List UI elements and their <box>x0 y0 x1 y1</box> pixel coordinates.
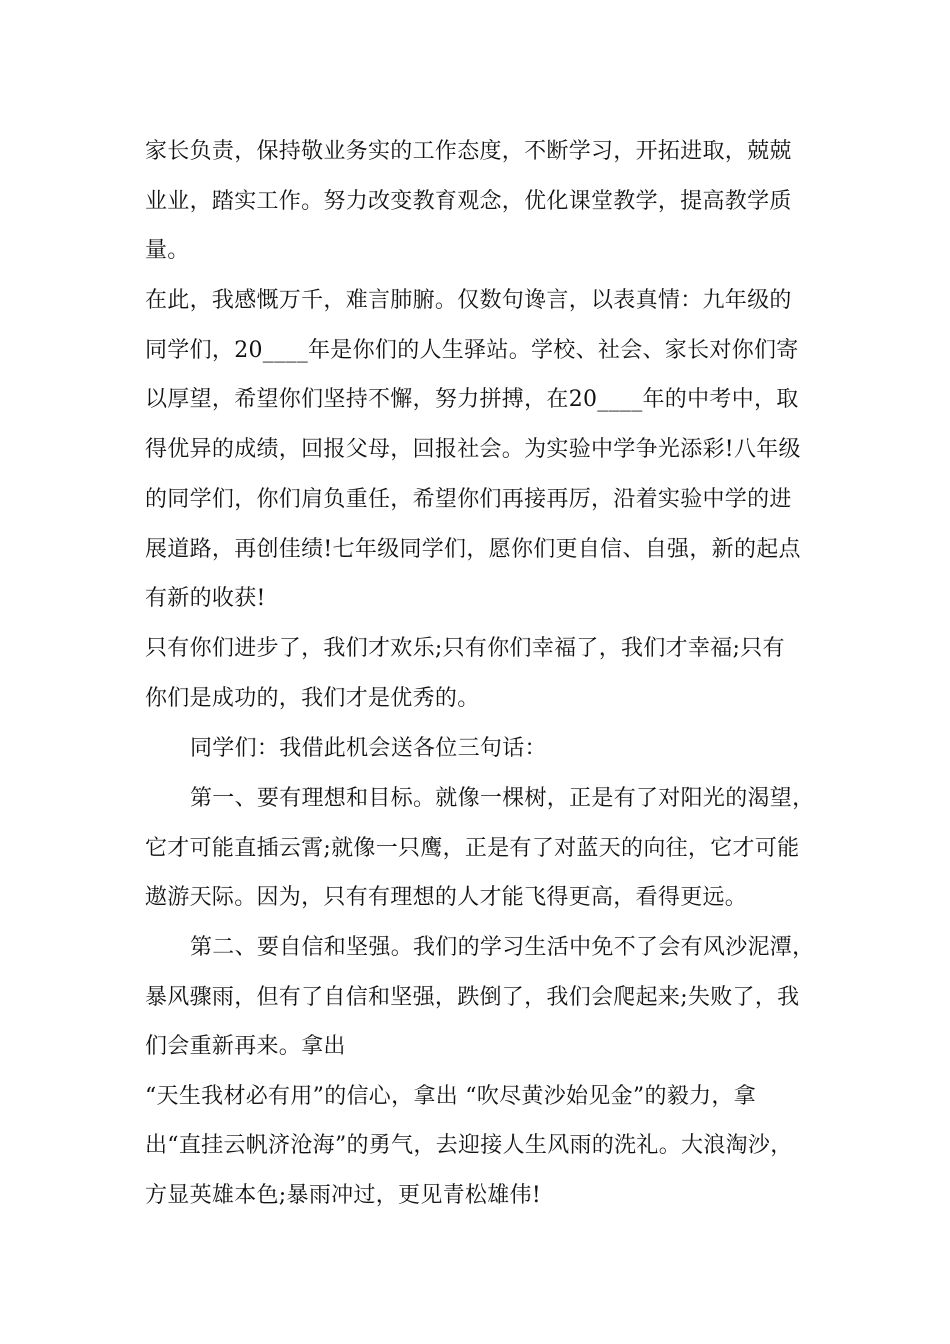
text-line: 有新的收获! <box>145 586 266 611</box>
text-line: 得优异的成绩，回报父母，回报社会。为实验中学争光添彩!八年级 <box>145 437 801 462</box>
text-line: 出“直挂云帆济沧海”的勇气，去迎接人生风雨的洗礼。大浪淘沙， <box>145 1133 793 1158</box>
text-line: 第二、要自信和坚强。我们的学习生活中免不了会有风沙泥潭， <box>190 935 815 960</box>
text-line: 方显英雄本色;暴雨冲过，更见青松雄伟! <box>145 1183 541 1208</box>
text-line: 同学们，20____年是你们的人生驿站。学校、社会、家长对你们寄 <box>145 338 799 363</box>
text-line: 们会重新再来。拿出 <box>145 1034 346 1059</box>
text-line: 展道路，再创佳绩!七年级同学们，愿你们更自信、自强，新的起点 <box>145 537 801 562</box>
text-line: 第一、要有理想和目标。就像一棵树，正是有了对阳光的渴望， <box>190 786 815 811</box>
text-line: 以厚望，希望你们坚持不懈，努力拼搏，在20____年的中考中，取 <box>145 387 799 412</box>
text-line: 同学们：我借此机会送各位三句话： <box>190 736 547 761</box>
text-line: 量。 <box>145 238 190 263</box>
text-line: 遨游天际。因为，只有有理想的人才能飞得更高，看得更远。 <box>145 885 748 910</box>
text-line: 在此，我感慨万千，难言肺腑。仅数句谗言，以表真情：九年级的 <box>145 288 792 313</box>
text-line: “天生我材必有用”的信心，拿出 “吹尽黄沙始见金”的毅力，拿 <box>145 1084 756 1109</box>
text-line: 暴风骤雨，但有了自信和坚强，跌倒了，我们会爬起来;失败了，我 <box>145 985 800 1010</box>
text-line: 的同学们，你们肩负重任，希望你们再接再厉，沿着实验中学的进 <box>145 487 792 512</box>
text-line: 业业，踏实工作。努力改变教育观念，优化课堂教学，提高教学质 <box>145 189 792 214</box>
text-line: 你们是成功的，我们才是优秀的。 <box>145 686 480 711</box>
text-line: 只有你们进步了，我们才欢乐;只有你们幸福了，我们才幸福;只有 <box>145 636 785 661</box>
text-line: 它才可能直插云霄;就像一只鹰，正是有了对蓝天的向往，它才可能 <box>145 836 800 861</box>
text-line: 家长负责，保持敬业务实的工作态度，不断学习，开拓进取，兢兢 <box>145 139 792 164</box>
